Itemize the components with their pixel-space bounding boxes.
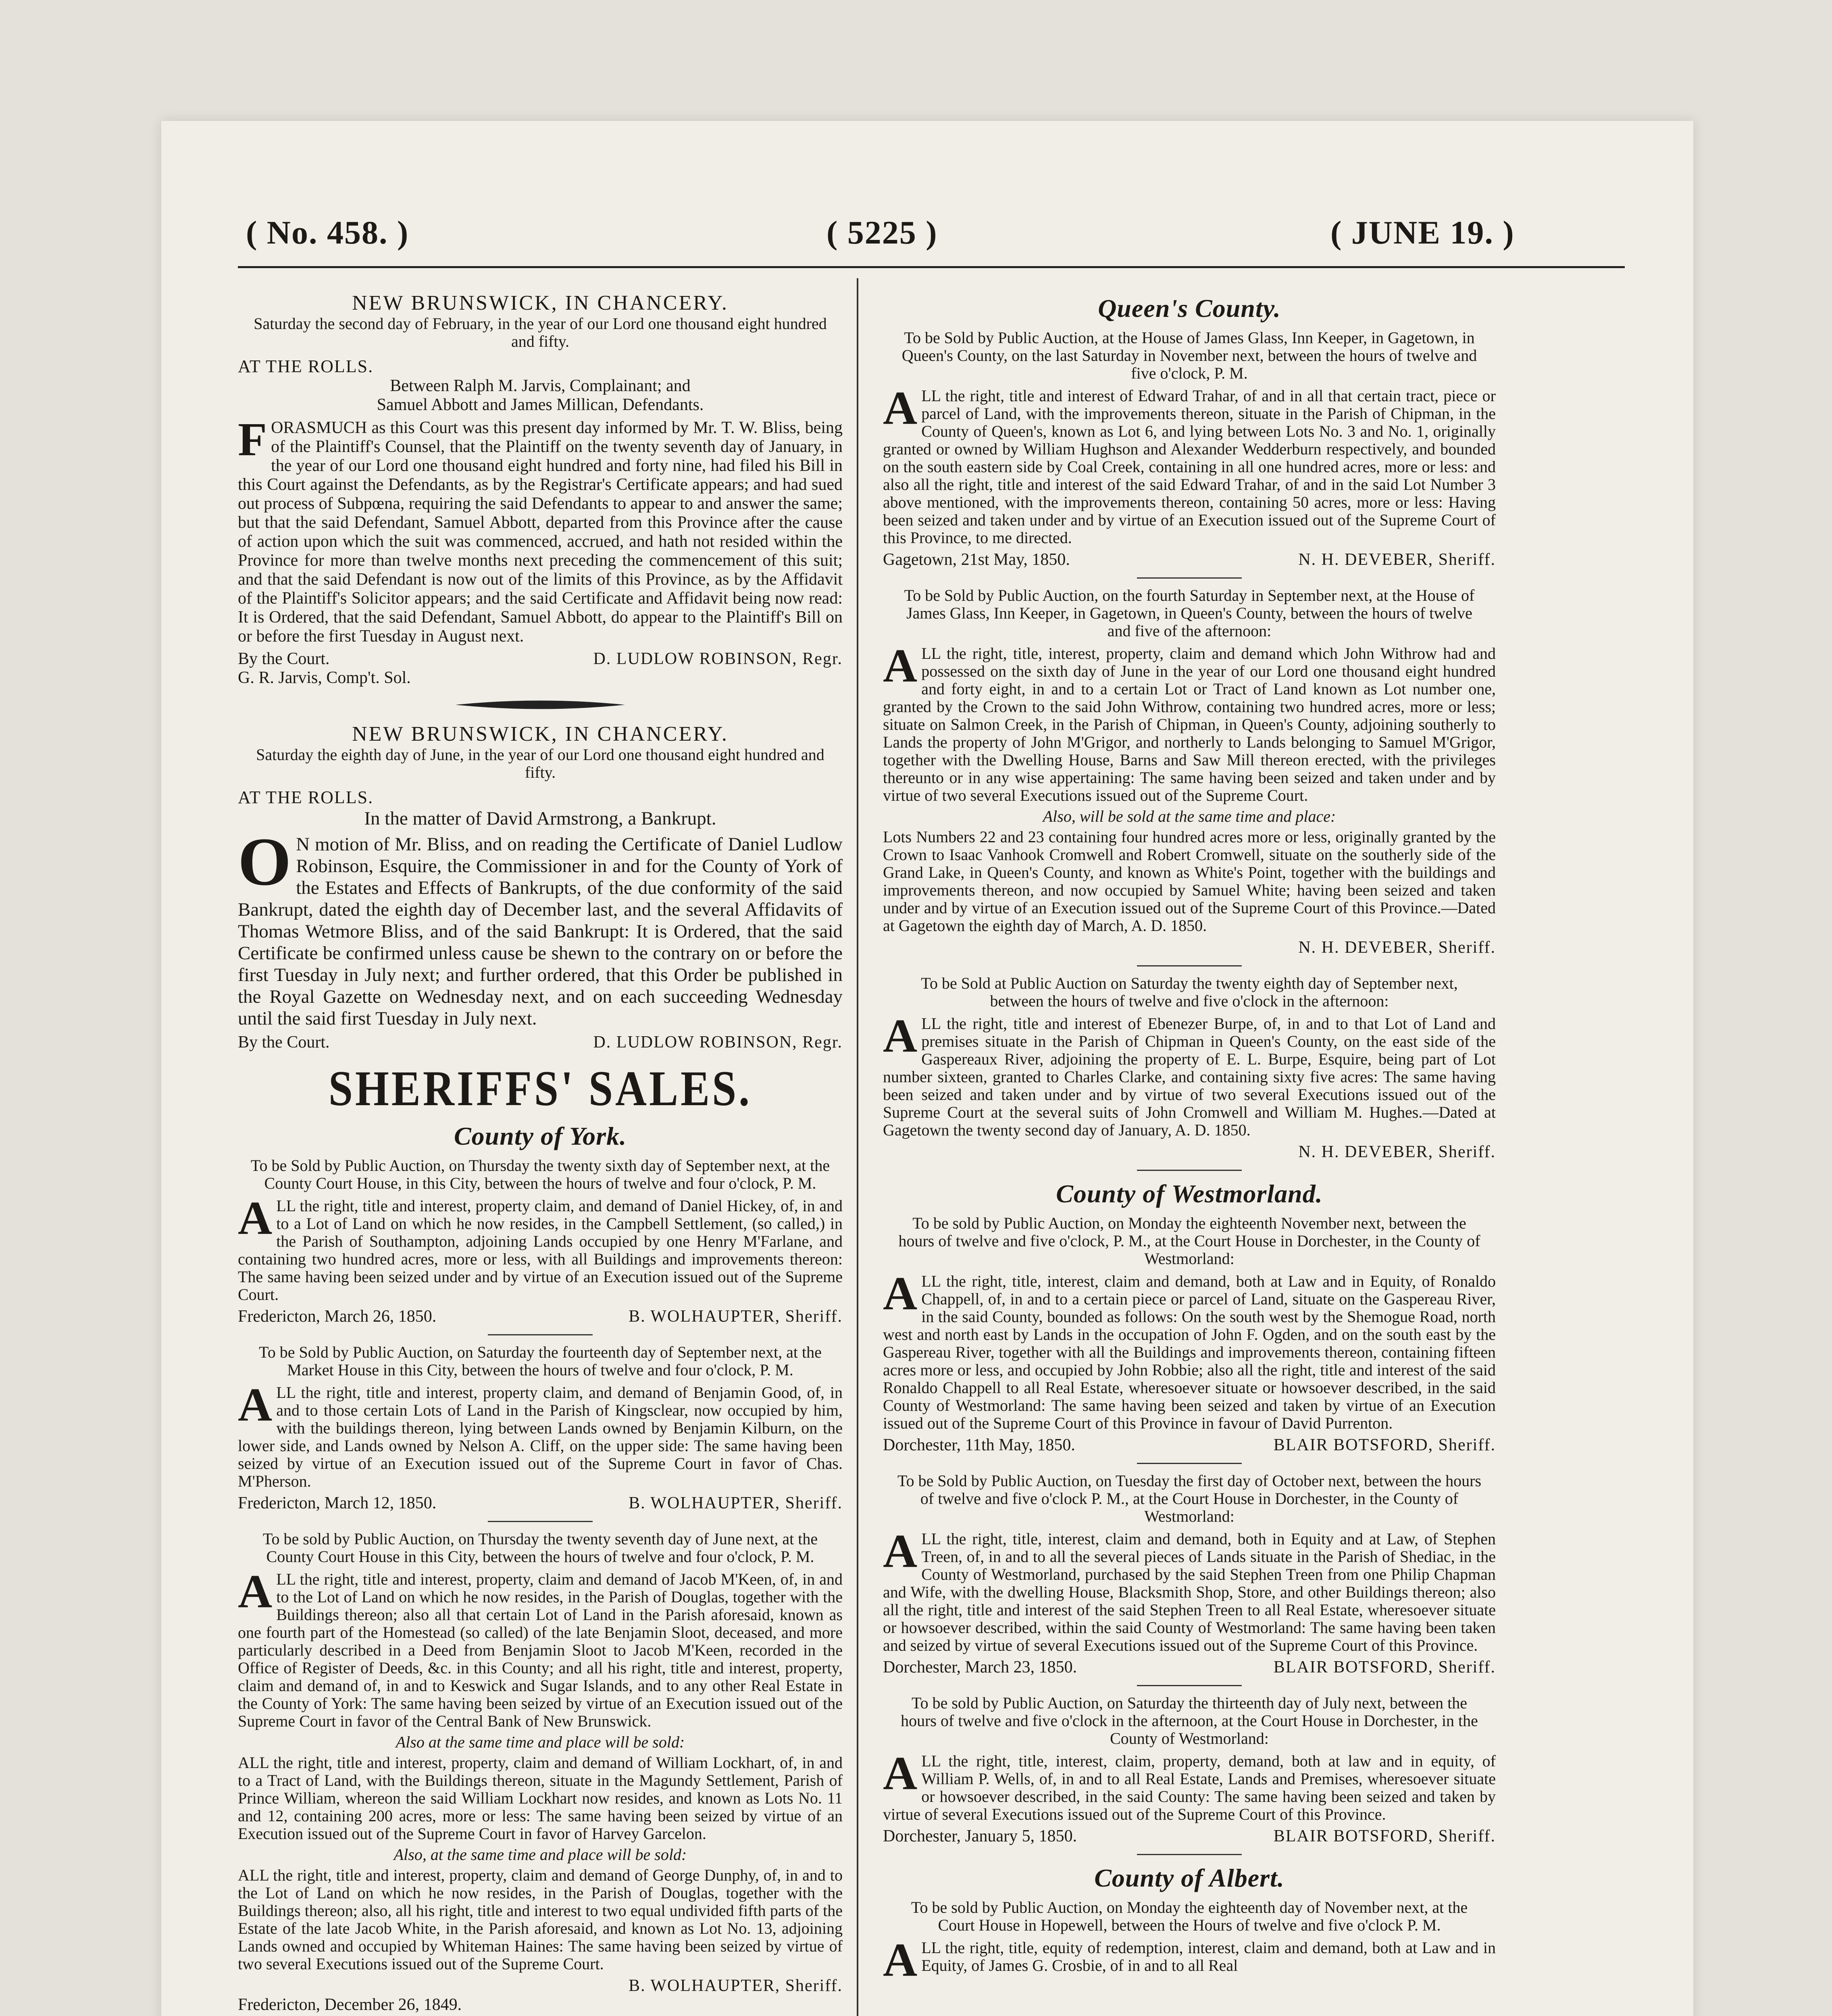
sale-notice-mkeen xyxy=(238,1530,843,2014)
notice-heading: NEW BRUNSWICK, IN CHANCERY. xyxy=(352,723,729,746)
newspaper-page xyxy=(161,121,1693,2016)
solicitor-line: G. R. Jarvis, Comp't. Sol. xyxy=(238,669,411,687)
notice-heading: NEW BRUNSWICK, IN CHANCERY. xyxy=(352,292,729,314)
issue-number: ( No. 458. ) xyxy=(246,214,409,251)
sheriff-name: B. WOLHAUPTER, Sheriff. xyxy=(629,1494,843,1512)
sale-body: ALL the right, title and interest, property, claim and demand of Jacob M'Keen, of, in and to the Lot of Land on which he now resides, in the Parish of Douglas, together with the Buildings thereon; also all that certain Lot of Land in the Parish aforesaid, known as one fourth part of the Homestead (so called) of the late Benjamin Sloot, deceased, and more particularly described in a Deed from Benjamin Sloot to Jacob M'Keen, recorded in the Office of Register of Deeds, &c. in this County; and all his right, title and interest, property, claim and demand of, in and to Keswick and Sugar Islands, and to any other Real Estate in the County of York: The same having been seized by virtue of an Execution issued out of the Supreme Court in favor of the Central Bank of New Brunswick. xyxy=(238,1565,843,1730)
notice-body: O N motion of Mr. Bliss, and on reading the Certificate of Daniel Ludlow Robinson, Esquire, the Commissioner in and for the County of York of the Estates and Effects of Bankrupts, of the due conformity of the said Bankrupt, dated the eighth day of December last, and the several Affidavits of Thomas Wetmore Bliss, and of the said Bankrupt: It is Ordered, that the said Certificate be confirmed unless cause be shewn to the contrary on or before the first Tuesday in July next; and further ordered, that this Order be published in the Royal Gazette on Wednesday next, and on each succeeding Wednesday until the said first Tuesday in July next. xyxy=(238,824,843,1029)
notice-separator xyxy=(1137,1170,1242,1171)
sale-body-white: Lots Numbers 22 and 23 containing four hundred acres more or less, originally granted by the Crown to Isaac Vanhook Cromwell and Robert Cromwell, situate on the southerly side of the Grand Lake, in Queen's County, and known as White's Point, together with the buildings and improvements thereon, and now occupied by Samuel White; having been seized and taken under and by virtue of an Execution issued out of the Supreme Court of this Province.—Dated at Gagetown the eighth day of March, A. D. 1850. xyxy=(883,828,1496,935)
notice-separator xyxy=(1137,577,1242,579)
sale-notice-wells xyxy=(883,1694,1496,1846)
drop-cap: A xyxy=(883,639,918,692)
sale-body: ALL the right, title and interest of Ebenezer Burpe, of, in and to that Lot of Land and premises situate in the Parish of Chipman in Queen's County, on the east side of the Gaspereaux River, adjoining the property of E. L. Burpe, Esquire, being part of Lot number sixteen, granted to Charles Clarke, and containing sixty five acres: The same having been seized and taken under and by virtue of two several Executions issued out of the Supreme Court at the several suits of John Cromwell and William M. Hughes.—Dated at Gagetown the twenty second day of January, A. D. 1850. xyxy=(883,1009,1496,1139)
drop-cap: A xyxy=(238,1191,273,1244)
drop-cap: A xyxy=(883,381,918,434)
sale-date: Fredericton, December 26, 1849. xyxy=(238,1995,462,2014)
sale-body: ALL the right, title, interest, claim and demand, both at Law and in Equity, of Ronaldo Chappell, of, in and to a certain piece or parcel of Land, situate on the Gaspereau River, in the said County, bounded as follows: On the south west by the Shemogue Road, north west and north east by Lands in the occupation of John F. Ogden, and on the south east by the Gaspereau River, together with all the Buildings and improvements thereon, containing fifteen acres more or less, and occupied by John Robbie; also all the right, title and interest of the said Ronaldo Chappell to all Real Estate, wheresoever situate or howsoever described, in the said County of Westmorland: The same having been seized and taken by virtue of an Execution issued out of the Supreme Court of this Province in favour of David Purrenton. xyxy=(883,1267,1496,1432)
signature-line xyxy=(883,1658,1496,1677)
signature-line xyxy=(238,1307,843,1326)
sale-notice-trahar xyxy=(883,329,1496,569)
sheriff-name: B. WOLHAUPTER, Sheriff. xyxy=(629,1307,843,1326)
sale-date: Gagetown, 21st May, 1850. xyxy=(883,550,1070,569)
sheriff-name: BLAIR BOTSFORD, Sheriff. xyxy=(1273,1436,1496,1454)
sale-body: ALL the right, title, equity of redemption, interest, claim and demand, both at Law and in Equity, of James G. Crosbie, of in and to all Real xyxy=(883,1933,1496,1986)
sale-body: ALL the right, title and interest, property claim, and demand of Benjamin Good, of, in and to those certain Lots of Land in the Parish of Kingsclear, now occupied by him, with the buildings thereon, lying between Lands owned by Benjamin Kilburn, on the lower side, and Lands owned by Nelson A. Cliff, on the upper side: The same having been seized by virtue of an Execution issued out of the Supreme Court in favor of Chas. M'Pherson. xyxy=(238,1378,843,1490)
drop-cap: A xyxy=(883,1009,918,1062)
signature-line xyxy=(883,1826,1496,1846)
sale-body-dunphy: ALL the right, title and interest, property, claim and demand of George Dunphy, of, in and to the Lot of Land on which he now resides, in the Parish of Douglas, together with the Buildings thereon; also, all his right, title and interest to two equal undivided fifth parts of the Estate of the late Jacob White, in the Parish aforesaid, and known as Lot No. 13, adjoining Lands owned and occupied by Whiteman Haines: The same having been seized by virtue of two several Executions issued out of the Supreme Court. xyxy=(238,1866,843,1973)
sheriff-name: N. H. DEVEBER, Sheriff. xyxy=(1298,1143,1496,1161)
issue-date: ( JUNE 19. ) xyxy=(1330,214,1515,251)
left-column xyxy=(238,286,843,2014)
signature-line xyxy=(238,1976,843,1995)
at-the-rolls: AT THE ROLLS. xyxy=(238,356,374,376)
signature-line xyxy=(883,1142,1496,1162)
sale-intro: To be sold by Public Auction, on Monday the eighteenth November next, between the hours of twelve and five o'clock, P. M., at the Court House in Dorchester, in the County of Westmorland: xyxy=(898,1214,1480,1268)
county-heading-westmorland: County of Westmorland. xyxy=(1056,1179,1323,1208)
sale-intro: To be Sold by Public Auction, on Thursday the twenty sixth day of September next, at the County Court House, in this City, between the hours of twelve and four o'clock, P. M. xyxy=(250,1156,830,1192)
sheriffs-sales-heading: SHERIFFS' SALES. xyxy=(328,1061,752,1116)
by-the-court: By the Court. xyxy=(238,650,330,668)
sale-date: Fredericton, March 12, 1850. xyxy=(238,1494,437,1512)
sale-intro: To be sold by Public Auction, on Monday the eighteenth day of November next, at the Court House in Hopewell, between the Hours of twelve and five o'clock P. M. xyxy=(911,1898,1468,1934)
sheriff-name: N. H. DEVEBER, Sheriff. xyxy=(1298,550,1496,569)
header-rule xyxy=(238,266,1625,268)
notice-separator xyxy=(1137,965,1242,966)
notice-dateline: Saturday the eighth day of June, in the year of our Lord one thousand eight hundred and fifty. xyxy=(256,746,824,781)
chancery-notice-armstrong xyxy=(238,722,843,1052)
county-heading-queens: Queen's County. xyxy=(1098,294,1281,323)
sale-notice-chappell xyxy=(883,1214,1496,1455)
registrar-name: D. LUDLOW ROBINSON, Regr. xyxy=(593,1033,843,1052)
page-number: ( 5225 ) xyxy=(826,214,938,251)
sheriff-name: BLAIR BOTSFORD, Sheriff. xyxy=(1273,1827,1496,1845)
by-the-court: By the Court. xyxy=(238,1033,330,1052)
sale-body: ALL the right, title, interest, claim and demand, both in Equity and at Law, of Stephen Treen, of, in and to all the several pieces of Lands situate in the Parish of Shediac, in the County of Westmorland, purchased by the said Stephen Treen from one Philip Chapman and Wife, with the dwelling House, Blacksmith Shop, Store, and other Buildings thereon; also all the right, title and interest of the said Stephen Treen to all Real Estate, wheresoever situate or howsoever described, within the said County of Westmorland: The same having been taken and seized by virtue of several Executions issued out of the Supreme Court of this Province. xyxy=(883,1524,1496,1654)
notice-dateline: Saturday the second day of February, in the year of our Lord one thousand eight hundred and fifty. xyxy=(254,314,827,350)
drop-cap: F xyxy=(238,413,267,466)
sale-body-lockhart: ALL the right, title and interest, property, claim and demand of William Lockhart, of, in and to a Tract of Land, with the Buildings thereon, situate in the Magundy Settlement, Parish of Prince William, whereon the said William Lockhart now resides, and known as Lots No. 11 and 12, containing 200 acres, more or less: The same having been seized by virtue of an Execution issued out of the Supreme Court in favor of Harvey Garcelon. xyxy=(238,1754,843,1843)
signature-line xyxy=(238,1033,843,1052)
sale-intro: To be sold by Public Auction, on Thursday the twenty seventh day of June next, at the County Court House in this City, between the hours of twelve and four o'clock, P. M. xyxy=(262,1530,818,1566)
sale-notice-burpe xyxy=(883,975,1496,1162)
sale-notice-withrow xyxy=(883,587,1496,957)
matter-line: In the matter of David Armstrong, a Bankrupt. xyxy=(364,808,716,829)
also-sold-line: Also, at the same time and place will be sold: xyxy=(393,1845,687,1864)
sale-intro: To be Sold by Public Auction, at the House of James Glass, Inn Keeper, in Gagetown, in Queen's County, on the last Saturday in November next, between the hours of twelve and five o'clock, P. M. xyxy=(901,329,1477,382)
sale-date: Dorchester, January 5, 1850. xyxy=(883,1827,1077,1845)
sale-notice-hickey xyxy=(238,1157,843,1326)
notice-body: FORASMUCH as this Court was this present day informed by Mr. T. W. Bliss, being of the Plaintiff's Counsel, that the Plaintiff on the twenty seventh day of January, in the year of our Lord one thousand eight hundred and forty nine, had filed his Bill in this Court against the Defendants, as by the Registrar's Certificate appears; and had sued out process of Subpœna, requiring the said Defendants to appear to and answer the same; but that the said Defendant, Samuel Abbott, departed from this Province after the cause of action upon which the suit was commenced, accrued, and hath not resided within the Province for more than twelve months next preceding the commencement of this suit; and that the said Defendant is now out of the limits of this Province, as by the Affidavit of the Plaintiff's Solicitor appears; and the said Certificate and Affidavit being now read: It is Ordered, that the said Defendant, Samuel Abbott, do appear to the Plaintiff's Bill on or before the first Tuesday in August next. xyxy=(238,413,843,646)
sale-date: Fredericton, March 26, 1850. xyxy=(238,1307,437,1326)
county-heading-york: County of York. xyxy=(454,1122,627,1150)
sheriff-name: BLAIR BOTSFORD, Sheriff. xyxy=(1273,1658,1496,1677)
also-sold-line: Also at the same time and place will be sold: xyxy=(396,1733,685,1751)
drop-cap: A xyxy=(883,1267,918,1320)
sale-intro: To be Sold by Public Auction, on Tuesday the first day of October next, between the hours of twelve and five o'clock P. M., at the Court House in Dorchester, in the County of Westmorland: xyxy=(897,1472,1482,1525)
signature-line xyxy=(883,550,1496,569)
drop-cap: O xyxy=(238,824,291,900)
notice-separator xyxy=(488,1521,593,1522)
drop-cap: A xyxy=(883,1933,918,1986)
signature-line xyxy=(883,1435,1496,1455)
notice-separator xyxy=(1137,1854,1242,1855)
sale-notice-crosbie xyxy=(883,1898,1496,1986)
parties-line: Between Ralph M. Jarvis, Complainant; and xyxy=(390,377,691,395)
signature-line xyxy=(238,1493,843,1513)
notice-separator xyxy=(1137,1685,1242,1686)
sheriff-name: B. WOLHAUPTER, Sheriff. xyxy=(629,1976,843,1995)
drop-cap: A xyxy=(238,1565,273,1618)
registrar-name: D. LUDLOW ROBINSON, Regr. xyxy=(593,650,843,668)
signature-line xyxy=(238,649,843,669)
sale-notice-treen xyxy=(883,1472,1496,1677)
county-heading-albert: County of Albert. xyxy=(1094,1864,1284,1892)
drop-cap: A xyxy=(883,1747,918,1799)
sale-date: Dorchester, March 23, 1850. xyxy=(883,1658,1077,1677)
sale-intro: To be Sold by Public Auction, on Saturday the fourteenth day of September next, at the Market House in this City, between the hours of twelve and four o'clock, P. M. xyxy=(259,1343,822,1379)
sale-intro: To be sold by Public Auction, on Saturday the thirteenth day of July next, between the hours of twelve and five o'clock in the afternoon, at the Court House in Dorchester, in the County of Westmorland: xyxy=(901,1694,1478,1747)
chancery-notice-jarvis xyxy=(238,291,843,687)
sale-body: ALL the right, title and interest, property claim, and demand of Daniel Hickey, of, in and to a Lot of Land on which he now resides, in the Campbell Settlement, (so called,) in the Parish of Southampton, adjoining Lands occupied by one Henry M'Farlane, and containing two hundred acres, more or less, with all Buildings and improvements thereon: The same having been seized under and by virtue of an Execution issued out of the Supreme Court. xyxy=(238,1191,843,1304)
notice-separator xyxy=(488,1334,593,1335)
column-rule xyxy=(857,278,858,2016)
sale-body: ALL the right, title and interest of Edward Trahar, of and in all that certain tract, piece or parcel of Land, with the improvements thereon, situate in the Parish of Chipman, in the County of Queen's, known as Lot 6, and lying between Lots No. 3 and No. 1, originally granted or owned by William Hughson and Alexander Wedderburn respectively, and bounded on the south eastern side by Coal Creek, containing in all one hundred acres, more or less: and also all the right, title and interest of the said Edward Trahar, of and in the said Lot Number 3 above mentioned, with the improvements thereon, containing 50 acres, more or less: Having been seized and taken under and by virtue of an Execution issued out of the Supreme Court of this Province, to me directed. xyxy=(883,381,1496,547)
sale-notice-good xyxy=(238,1343,843,1513)
drop-cap: A xyxy=(883,1524,918,1577)
sheriff-name: N. H. DEVEBER, Sheriff. xyxy=(1298,938,1496,957)
sale-intro: To be Sold at Public Auction on Saturday the twenty eighth day of September next, between the hours of twelve and five o'clock in the afternoon: xyxy=(921,974,1458,1010)
sale-body: ALL the right, title, interest, property, claim and demand which John Withrow had and possessed on the sixth day of June in the year of our Lord one thousand eight hundred and forty eight, in and to a certain Lot or Tract of Land known as Lot number one, granted by the Crown to the said John Withrow, containing two hundred acres, more or less; situate on Salmon Creek, in the Parish of Chipman, in Queen's County, adjoining southerly to Lands the property of John M'Grigor, and northerly to Lands belonging to Samuel M'Grigor, together with the Dwelling House, Barns and Saw Mill thereon erected, with the privileges thereunto or in any wise appertaining: The same having been seized and taken under and by virtue of two several Executions issued out of the Supreme Court. xyxy=(883,639,1496,804)
defendants-line: Samuel Abbott and James Millican, Defendants. xyxy=(377,396,704,414)
signature-line xyxy=(883,938,1496,957)
sale-date: Dorchester, 11th May, 1850. xyxy=(883,1436,1075,1454)
notice-separator xyxy=(1137,1463,1242,1464)
right-column xyxy=(883,286,1496,1986)
sale-body: ALL the right, title, interest, claim, property, demand, both at law and in equity, of William P. Wells, of, in and to all Real Estate, Lands and Premises, wheresoever situate or howsoever described, in the said County: The same having been seized and taken by virtue of several Executions issued out of the Supreme Court of this Province. xyxy=(883,1747,1496,1823)
drop-cap: A xyxy=(238,1378,273,1431)
sale-intro: To be Sold by Public Auction, on the fourth Saturday in September next, at the House of James Glass, Inn Keeper, in Gagetown, in Queen's County, between the hours of twelve and five of the afternoon: xyxy=(904,586,1475,640)
at-the-rolls: AT THE ROLLS. xyxy=(238,787,374,807)
ornamental-rule xyxy=(456,698,625,712)
also-sold-line: Also, will be sold at the same time and place: xyxy=(1043,807,1336,825)
